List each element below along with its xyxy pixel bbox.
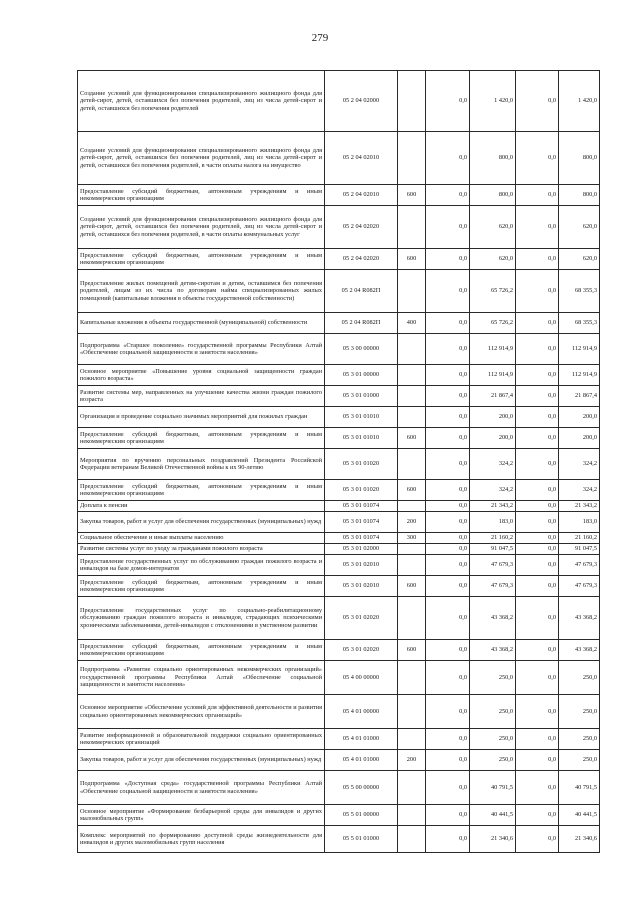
row-value-1: 0,0	[426, 576, 470, 597]
row-value-3: 0,0	[516, 533, 559, 544]
row-code: 05 3 01 02020	[325, 597, 398, 640]
row-expense-type	[398, 729, 426, 750]
row-value-3: 0,0	[516, 750, 559, 771]
row-value-1: 0,0	[426, 826, 470, 853]
row-value-1: 0,0	[426, 771, 470, 805]
row-code: 05 2 04 02010	[325, 185, 398, 206]
row-value-4: 21 340,6	[559, 826, 600, 853]
row-name: Основное мероприятие «Повышение уровня социальной защищенности граждан пожилого возраста»	[78, 365, 325, 386]
row-value-2: 43 368,2	[470, 597, 516, 640]
table-row	[78, 597, 600, 640]
table-row	[78, 512, 600, 533]
row-name: Основное мероприятие «Формирование безбарьерной среды для инвалидов и других маломобильных групп»	[78, 805, 325, 826]
row-value-1: 0,0	[426, 449, 470, 480]
row-code: 05 3 01 01074	[325, 501, 398, 512]
row-expense-type	[398, 661, 426, 695]
row-value-3: 0,0	[516, 407, 559, 428]
row-value-1: 0,0	[426, 805, 470, 826]
row-value-2: 21 867,4	[470, 386, 516, 407]
row-value-4: 250,0	[559, 729, 600, 750]
row-value-4: 200,0	[559, 407, 600, 428]
row-value-4: 43 368,2	[559, 640, 600, 661]
row-value-3: 0,0	[516, 270, 559, 313]
row-value-4: 1 420,0	[559, 71, 600, 132]
row-value-1: 0,0	[426, 185, 470, 206]
row-value-2: 21 343,2	[470, 501, 516, 512]
row-code: 05 3 01 01010	[325, 428, 398, 449]
row-value-3: 0,0	[516, 206, 559, 249]
row-code: 05 5 00 00000	[325, 771, 398, 805]
row-value-2: 183,0	[470, 512, 516, 533]
row-expense-type	[398, 71, 426, 132]
row-name: Подпрограмма «Доступная среда» государственной программы Республики Алтай «Обеспечение социальной защищенности и занятости населения»	[78, 771, 325, 805]
row-code: 05 2 04 02000	[325, 71, 398, 132]
row-code: 05 3 01 01020	[325, 449, 398, 480]
row-value-1: 0,0	[426, 365, 470, 386]
row-value-3: 0,0	[516, 480, 559, 501]
row-expense-type: 200	[398, 512, 426, 533]
row-code: 05 5 01 00000	[325, 805, 398, 826]
row-expense-type	[398, 270, 426, 313]
table-row	[78, 501, 600, 512]
table-row	[78, 407, 600, 428]
row-value-3: 0,0	[516, 185, 559, 206]
row-value-2: 47 679,3	[470, 576, 516, 597]
row-value-3: 0,0	[516, 640, 559, 661]
table-row	[78, 334, 600, 365]
row-expense-type	[398, 597, 426, 640]
row-value-2: 250,0	[470, 695, 516, 729]
row-expense-type	[398, 695, 426, 729]
row-value-3: 0,0	[516, 771, 559, 805]
row-value-4: 250,0	[559, 695, 600, 729]
row-code: 05 3 00 00000	[325, 334, 398, 365]
row-value-3: 0,0	[516, 576, 559, 597]
row-value-2: 800,0	[470, 132, 516, 185]
row-expense-type	[398, 206, 426, 249]
row-expense-type: 600	[398, 249, 426, 270]
table-row	[78, 729, 600, 750]
row-value-4: 800,0	[559, 185, 600, 206]
row-name: Социальное обеспечение и иные выплаты населению	[78, 533, 325, 544]
table-row	[78, 533, 600, 544]
row-value-1: 0,0	[426, 695, 470, 729]
row-value-1: 0,0	[426, 270, 470, 313]
row-value-1: 0,0	[426, 407, 470, 428]
row-value-1: 0,0	[426, 480, 470, 501]
row-name: Развитие информационной и образовательной поддержки социально ориентированных некоммерческих организаций	[78, 729, 325, 750]
table-row	[78, 480, 600, 501]
row-value-4: 250,0	[559, 661, 600, 695]
row-value-2: 112 914,9	[470, 365, 516, 386]
row-value-4: 324,2	[559, 480, 600, 501]
table-row	[78, 771, 600, 805]
table-row	[78, 71, 600, 132]
row-code: 05 2 04 02020	[325, 206, 398, 249]
row-name: Подпрограмма «Развитие социально ориентированных некоммерческих организаций» государственной программы Республики Алтай «Обеспечение социальной защищенности и занятости населения»	[78, 661, 325, 695]
row-name: Предоставление субсидий бюджетным, автономным учреждениям и иным некоммерческим организациям	[78, 249, 325, 270]
row-value-4: 68 355,3	[559, 313, 600, 334]
table-row	[78, 449, 600, 480]
row-expense-type: 600	[398, 480, 426, 501]
row-value-2: 91 047,5	[470, 544, 516, 555]
row-value-1: 0,0	[426, 428, 470, 449]
row-value-2: 47 679,3	[470, 555, 516, 576]
row-value-4: 200,0	[559, 428, 600, 449]
row-value-2: 21 340,6	[470, 826, 516, 853]
row-code: 05 3 01 02010	[325, 576, 398, 597]
page-number: 279	[311, 32, 329, 44]
row-name: Создание условий для функционирования специализированного жилищного фонда для детей-сирот, детей, оставшихся без попечения родителей, лиц из числа детей-сирот и детей, оставшихся без попечения родителей	[78, 71, 325, 132]
row-expense-type	[398, 771, 426, 805]
row-expense-type: 300	[398, 533, 426, 544]
table-row	[78, 555, 600, 576]
row-value-3: 0,0	[516, 386, 559, 407]
row-value-4: 112 914,9	[559, 334, 600, 365]
row-value-3: 0,0	[516, 334, 559, 365]
row-value-2: 620,0	[470, 206, 516, 249]
table-row	[78, 640, 600, 661]
row-value-3: 0,0	[516, 597, 559, 640]
row-value-1: 0,0	[426, 640, 470, 661]
row-expense-type	[398, 365, 426, 386]
row-value-3: 0,0	[516, 449, 559, 480]
table-row	[78, 386, 600, 407]
row-value-4: 68 355,3	[559, 270, 600, 313]
row-code: 05 4 01 00000	[325, 695, 398, 729]
row-name: Мероприятия по вручению персональных поздравлений Президента Российской Федерации ветеранам Великой Отечественной войны к их 90-летию	[78, 449, 325, 480]
row-value-2: 1 420,0	[470, 71, 516, 132]
row-value-2: 65 726,2	[470, 313, 516, 334]
row-value-4: 800,0	[559, 132, 600, 185]
row-value-3: 0,0	[516, 544, 559, 555]
table-row	[78, 661, 600, 695]
row-value-3: 0,0	[516, 71, 559, 132]
row-code: 05 3 01 02010	[325, 555, 398, 576]
row-value-3: 0,0	[516, 695, 559, 729]
table-row	[78, 270, 600, 313]
row-name: Создание условий для функционирования специализированного жилищного фонда для детей-сирот, детей, оставшихся без попечения родителей, лиц из числа детей-сирот и детей, оставшихся без попечения родителей, в части оплаты налога на имущество	[78, 132, 325, 185]
row-value-1: 0,0	[426, 386, 470, 407]
row-expense-type: 600	[398, 576, 426, 597]
table-row	[78, 132, 600, 185]
row-expense-type	[398, 544, 426, 555]
row-value-3: 0,0	[516, 729, 559, 750]
row-name: Предоставление субсидий бюджетным, автономным учреждениям и иным некоммерческим организациям	[78, 480, 325, 501]
row-code: 05 2 04 R082П	[325, 313, 398, 334]
row-expense-type: 600	[398, 640, 426, 661]
row-value-4: 21 343,2	[559, 501, 600, 512]
row-value-1: 0,0	[426, 249, 470, 270]
table-row	[78, 576, 600, 597]
row-value-2: 324,2	[470, 480, 516, 501]
row-name: Предоставление субсидий бюджетным, автономным учреждениям и иным некоммерческим организациям	[78, 640, 325, 661]
row-value-2: 250,0	[470, 661, 516, 695]
row-value-1: 0,0	[426, 206, 470, 249]
row-expense-type: 400	[398, 313, 426, 334]
row-value-4: 620,0	[559, 206, 600, 249]
row-expense-type	[398, 826, 426, 853]
row-value-4: 40 791,5	[559, 771, 600, 805]
row-value-1: 0,0	[426, 555, 470, 576]
row-value-4: 21 160,2	[559, 533, 600, 544]
row-value-3: 0,0	[516, 501, 559, 512]
row-value-2: 43 368,2	[470, 640, 516, 661]
row-code: 05 3 01 01074	[325, 533, 398, 544]
row-value-3: 0,0	[516, 805, 559, 826]
row-value-3: 0,0	[516, 555, 559, 576]
table-row	[78, 750, 600, 771]
row-code: 05 4 01 01000	[325, 750, 398, 771]
row-value-1: 0,0	[426, 71, 470, 132]
row-value-3: 0,0	[516, 661, 559, 695]
row-value-2: 65 726,2	[470, 270, 516, 313]
row-value-3: 0,0	[516, 512, 559, 533]
table-row	[78, 428, 600, 449]
row-value-3: 0,0	[516, 313, 559, 334]
row-name: Развитие системы мер, направленных на улучшение качества жизни граждан пожилого возраста	[78, 386, 325, 407]
row-value-4: 21 867,4	[559, 386, 600, 407]
row-value-2: 800,0	[470, 185, 516, 206]
row-value-2: 40 441,5	[470, 805, 516, 826]
row-value-4: 250,0	[559, 750, 600, 771]
row-name: Организация и проведение социально значимых мероприятий для пожилых граждан	[78, 407, 325, 428]
row-name: Доплата к пенсии	[78, 501, 325, 512]
row-expense-type: 600	[398, 428, 426, 449]
row-name: Капитальные вложения в объекты государственной (муниципальной) собственности	[78, 313, 325, 334]
row-value-4: 112 914,9	[559, 365, 600, 386]
row-code: 05 3 01 02000	[325, 544, 398, 555]
row-expense-type	[398, 334, 426, 365]
row-value-3: 0,0	[516, 249, 559, 270]
table-row	[78, 826, 600, 853]
row-expense-type	[398, 386, 426, 407]
row-value-4: 91 047,5	[559, 544, 600, 555]
row-name: Основное мероприятие «Обеспечение условий для эффективной деятельности и развития социально ориентированных некоммерческих организаций»	[78, 695, 325, 729]
row-value-2: 21 160,2	[470, 533, 516, 544]
row-name: Предоставление государственных услуг по социально-реабилитационному обслуживанию граждан пожилого возраста и инвалидов, страдающих психическими хроническими заболеваниями, детей-инвалидов с отклонениями в умственном развитии	[78, 597, 325, 640]
table-row	[78, 365, 600, 386]
row-value-2: 112 914,9	[470, 334, 516, 365]
row-expense-type	[398, 407, 426, 428]
row-value-4: 620,0	[559, 249, 600, 270]
row-value-1: 0,0	[426, 750, 470, 771]
row-expense-type: 200	[398, 750, 426, 771]
row-value-3: 0,0	[516, 132, 559, 185]
row-code: 05 2 04 02010	[325, 132, 398, 185]
row-value-3: 0,0	[516, 826, 559, 853]
row-expense-type	[398, 555, 426, 576]
row-value-2: 324,2	[470, 449, 516, 480]
row-code: 05 4 00 00000	[325, 661, 398, 695]
row-name: Комплекс мероприятий по формированию доступной среды жизнедеятельности для инвалидов и других маломобильных групп населения	[78, 826, 325, 853]
row-value-1: 0,0	[426, 597, 470, 640]
table-row	[78, 544, 600, 555]
row-value-1: 0,0	[426, 334, 470, 365]
row-code: 05 4 01 01000	[325, 729, 398, 750]
row-name: Закупка товаров, работ и услуг для обеспечения государственных (муниципальных) нужд	[78, 512, 325, 533]
row-value-4: 183,0	[559, 512, 600, 533]
row-expense-type	[398, 501, 426, 512]
table-row	[78, 695, 600, 729]
row-name: Предоставление жилых помещений детям-сиротам и детям, оставшимся без попечения родителей, лицам из их числа по договорам найма специализированных жилых помещений (капитальные вложения в объекты государственной собственности)	[78, 270, 325, 313]
row-expense-type	[398, 805, 426, 826]
row-name: Предоставление субсидий бюджетным, автономным учреждениям и иным некоммерческим организациям	[78, 576, 325, 597]
row-value-2: 200,0	[470, 428, 516, 449]
row-name: Создание условий для функционирования специализированного жилищного фонда для детей-сирот, детей, оставшихся без попечения родителей, лиц из числа детей-сирот и детей, оставшихся без попечения родителей, в части оплаты коммунальных услуг	[78, 206, 325, 249]
row-value-1: 0,0	[426, 501, 470, 512]
row-value-1: 0,0	[426, 512, 470, 533]
table-body	[78, 71, 600, 853]
row-value-4: 47 679,3	[559, 576, 600, 597]
table-row	[78, 185, 600, 206]
row-value-3: 0,0	[516, 365, 559, 386]
table-row	[78, 206, 600, 249]
row-value-4: 324,2	[559, 449, 600, 480]
row-value-1: 0,0	[426, 729, 470, 750]
row-name: Предоставление государственных услуг по обслуживанию граждан пожилого возраста и инвалидов на базе домов-интернатов	[78, 555, 325, 576]
row-name: Развитие системы услуг по уходу за гражданами пожилого возраста	[78, 544, 325, 555]
row-value-4: 47 679,3	[559, 555, 600, 576]
budget-table	[77, 70, 600, 853]
row-value-3: 0,0	[516, 428, 559, 449]
row-code: 05 3 01 01074	[325, 512, 398, 533]
row-code: 05 3 01 01020	[325, 480, 398, 501]
table-row	[78, 805, 600, 826]
row-value-2: 200,0	[470, 407, 516, 428]
row-value-2: 250,0	[470, 750, 516, 771]
row-value-1: 0,0	[426, 544, 470, 555]
row-value-4: 40 441,5	[559, 805, 600, 826]
row-name: Предоставление субсидий бюджетным, автономным учреждениям и иным некоммерческим организациям	[78, 185, 325, 206]
row-expense-type	[398, 132, 426, 185]
row-expense-type: 600	[398, 185, 426, 206]
row-code: 05 2 04 02020	[325, 249, 398, 270]
row-value-2: 620,0	[470, 249, 516, 270]
row-value-1: 0,0	[426, 313, 470, 334]
row-code: 05 3 01 01010	[325, 407, 398, 428]
row-value-2: 250,0	[470, 729, 516, 750]
row-name: Подпрограмма «Старшее поколение» государственной программы Республики Алтай «Обеспечение социальной защищенности и занятости населения»	[78, 334, 325, 365]
row-value-1: 0,0	[426, 661, 470, 695]
row-value-2: 40 791,5	[470, 771, 516, 805]
row-name: Закупка товаров, работ и услуг для обеспечения государственных (муниципальных) нужд	[78, 750, 325, 771]
row-name: Предоставление субсидий бюджетным, автономным учреждениям и иным некоммерческим организациям	[78, 428, 325, 449]
row-expense-type	[398, 449, 426, 480]
row-value-1: 0,0	[426, 533, 470, 544]
row-code: 05 3 01 00000	[325, 365, 398, 386]
row-code: 05 2 04 R082П	[325, 270, 398, 313]
row-code: 05 5 01 01000	[325, 826, 398, 853]
table-row	[78, 313, 600, 334]
table-row	[78, 249, 600, 270]
row-code: 05 3 01 02020	[325, 640, 398, 661]
row-value-1: 0,0	[426, 132, 470, 185]
row-value-4: 43 368,2	[559, 597, 600, 640]
row-code: 05 3 01 01000	[325, 386, 398, 407]
